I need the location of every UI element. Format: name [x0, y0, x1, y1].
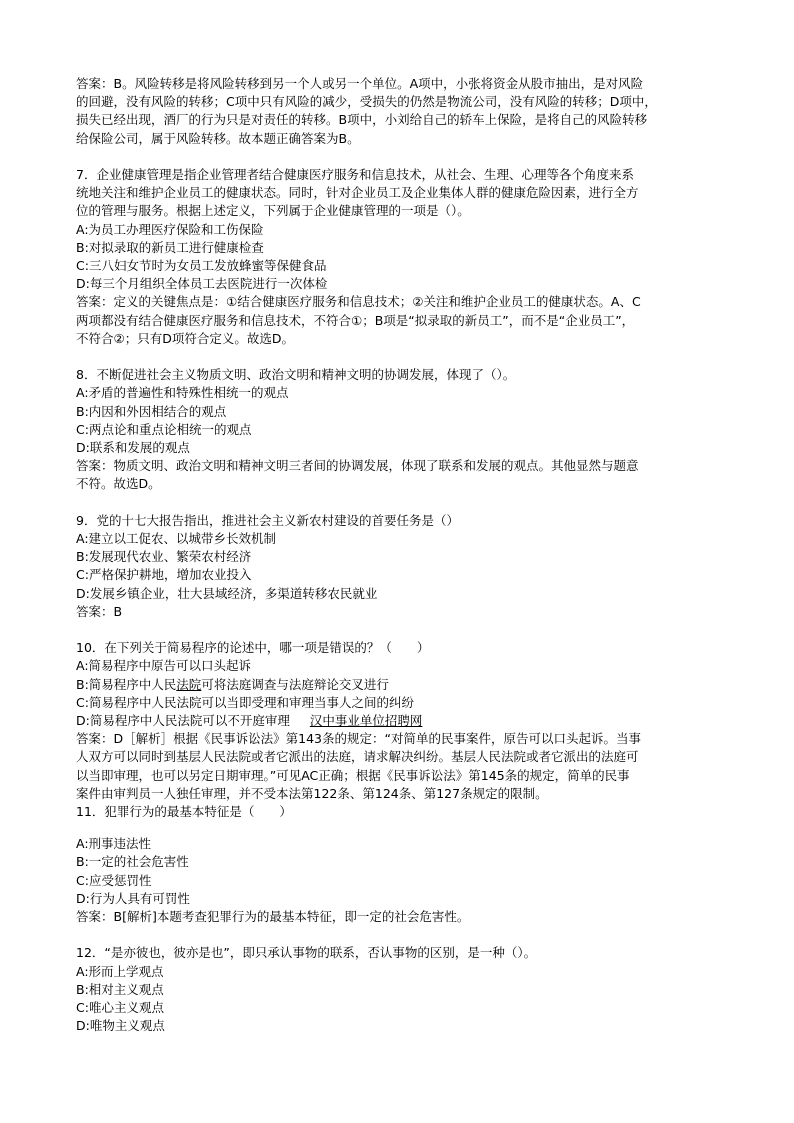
answer-text: 不符合②；只有D项符合定义。故选D。	[76, 330, 294, 346]
question-7	[76, 166, 724, 348]
answer-text: 答案：B	[76, 603, 123, 619]
answer-text: 案件由审判员一人独任审理，并不受本法第122条、第124条、第127条规定的限制。	[76, 785, 548, 801]
option-c: C:唯心主义观点	[76, 1000, 164, 1016]
option-b: B:对拟录取的新员工进行健康检查	[76, 239, 264, 255]
answer-block-q6	[76, 75, 724, 148]
option-c: C:简易程序中人民法院可以当即受理和审理当事人之间的纠纷	[76, 694, 414, 710]
option-c: C:应受惩罚性	[76, 872, 152, 888]
question-text: 11．犯罪行为的最基本特征是（ ）	[76, 804, 292, 820]
option-a: A:为员工办理医疗保险和工伤保险	[76, 221, 264, 237]
option-b: B:发展现代农业、繁荣农村经济	[76, 549, 252, 565]
spacer	[76, 148, 724, 166]
question-text: 7．企业健康管理是指企业管理者结合健康医疗服务和信息技术，从社会、生理、心理等各个角度来系	[76, 167, 634, 182]
option-d: D:发展乡镇企业，壮大县域经济，多渠道转移农民就业	[76, 585, 378, 601]
document-page	[76, 75, 724, 1035]
option-c: C:严格保护耕地，增加农业投入	[76, 567, 252, 583]
answer-text: 答案：D［解析］根据《民事诉讼法》第143条的规定：“对简单的民事案件，原告可以口头起诉。当事	[76, 731, 641, 747]
answer-text: 答案：B[解析]本题考查犯罪行为的最基本特征，即一定的社会危害性。	[76, 909, 470, 925]
question-12	[76, 944, 724, 1035]
question-text: 12．“是亦彼也，彼亦是也”，即只承认事物的联系，否认事物的区别，是一种（）。	[76, 945, 537, 961]
option-b	[76, 676, 724, 694]
underlined-text: 法院	[176, 676, 202, 692]
option-d: D:唯物主义观点	[76, 1018, 165, 1034]
option-d-text: D:简易程序中人民法院可以不开庭审理	[76, 713, 290, 729]
option-b: B:内因和外因相结合的观点	[76, 403, 227, 419]
option-a: A:矛盾的普遍性和特殊性相统一的观点	[76, 385, 289, 401]
answer-text: 答案：物质文明、政治文明和精神文明三者间的协调发展，体现了联系和发展的观点。其他显然与题意	[76, 458, 639, 474]
answer-text: 不符。故选D。	[76, 476, 161, 492]
spacer	[76, 348, 724, 366]
option-d: D:行为人具有可罚性	[76, 890, 190, 906]
option-b: B:一定的社会危害性	[76, 854, 189, 870]
spacer	[76, 494, 724, 512]
site-link[interactable]: 汉中事业单位招聘网	[309, 713, 423, 729]
option-b: B:相对主义观点	[76, 981, 164, 997]
question-11	[76, 803, 724, 926]
option-d	[76, 712, 724, 730]
option-a: A:简易程序中原告可以口头起诉	[76, 658, 252, 674]
option-d: D:联系和发展的观点	[76, 440, 190, 456]
question-9	[76, 512, 724, 621]
spacer	[76, 821, 724, 835]
spacer	[76, 926, 724, 944]
option-b-suffix: 可将法庭调查与法庭辩论交叉进行	[201, 676, 389, 692]
text-line: 损失已经出现，酒厂的行为只是对责任的转移。B项中，小刘给自己的轿车上保险，是将自己的风险转移	[76, 112, 648, 128]
question-text: 9．党的十七大报告指出，推进社会主义新农村建设的首要任务是（）	[76, 512, 459, 528]
spacer	[76, 621, 724, 639]
question-text: 10．在下列关于简易程序的论述中，哪一项是错误的？（ ）	[76, 640, 430, 656]
answer-text: 两项都没有结合健康医疗服务和信息技术，不符合①；B项是“拟录取的新员工”，而不是“企业员工”，	[76, 312, 635, 328]
answer-text: 人双方可以同时到基层人民法院或者它派出的法庭，请求解决纠纷。基层人民法院或者它派出的法庭可	[76, 749, 639, 765]
question-text: 位的管理与服务。根据上述定义，下列属于企业健康管理的一项是（）。	[76, 203, 470, 219]
option-b-prefix: B:简易程序中人民	[76, 676, 177, 692]
option-d: D:每三个月组织全体员工去医院进行一次体检	[76, 276, 328, 292]
question-8	[76, 366, 724, 493]
text-line: 答案：B。风险转移是将风险转移到另一个人或另一个单位。A项中，小张将资金从股市抽出，是对风险	[76, 76, 644, 91]
answer-text: 以当即审理，也可以另定日期审理。”可见AC正确；根据《民事诉讼法》第145条的规定，简单的民事	[76, 767, 630, 783]
option-c: C:两点论和重点论相统一的观点	[76, 421, 252, 437]
text-line: 的回避，没有风险的转移；C项中只有风险的减少，受损失的仍然是物流公司，没有风险的转移；D项中，	[76, 94, 657, 110]
option-a: A:形而上学观点	[76, 963, 164, 979]
option-c: C:三八妇女节时为女员工发放蜂蜜等保健食品	[76, 258, 327, 274]
question-text: 8．不断促进社会主义物质文明、政治文明和精神文明的协调发展，体现了（）。	[76, 367, 516, 383]
question-10	[76, 639, 724, 803]
option-a: A:刑事违法性	[76, 836, 152, 852]
option-a: A:建立以工促农、以城带乡长效机制	[76, 531, 277, 547]
text-line: 给保险公司，属于风险转移。故本题正确答案为B。	[76, 130, 360, 146]
question-text: 统地关注和维护企业员工的健康状态。同时，针对企业员工及企业集体人群的健康危险因素，进行全方	[76, 185, 639, 201]
answer-text: 答案：定义的关键焦点是：①结合健康医疗服务和信息技术；②关注和维护企业员工的健康状态。A、C	[76, 294, 641, 310]
